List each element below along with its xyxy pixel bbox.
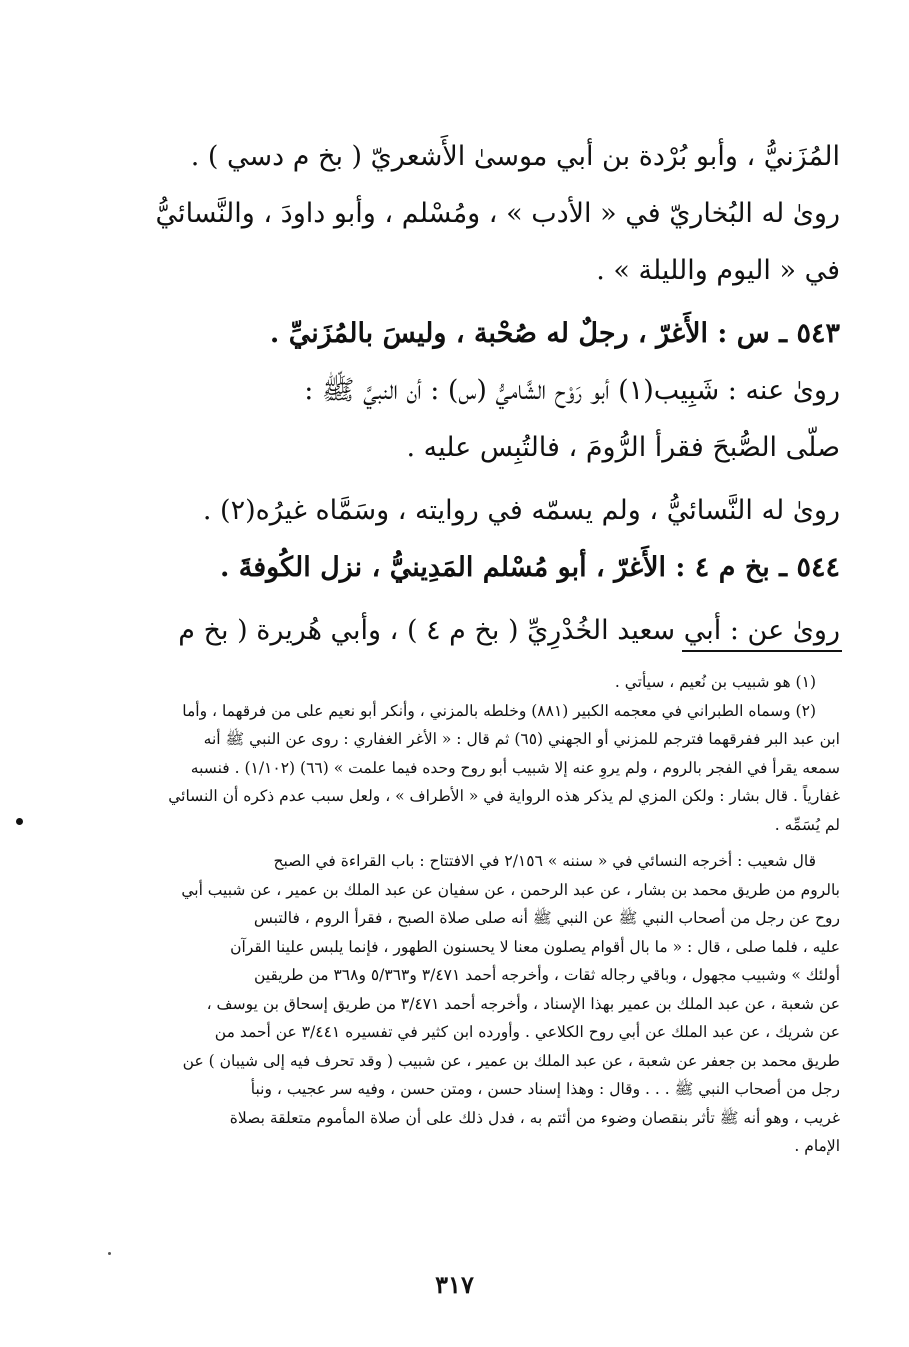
commentary-line: عن شريك ، عن عبد الملك عن أبي روح الكلاعي . وأورده ابن كثير في تفسيره ٣/٤٤١ عن أحمد من	[214, 1023, 840, 1041]
main-line: صلّى الصُّبحَ فقرأ الرُّومَ ، فالتُبِس عليه .	[406, 432, 840, 463]
footnote-line: ابن عبد البر ففرقهما فترجم للمزني أو الجهني (٦٥) ثم قال : « الأغر الغفاري : روى عن النبي ﷺ أنه	[203, 730, 840, 748]
main-line: روىٰ عن : أبي سعيد الخُدْرِيِّ ( بخ م ٤ ) ، وأبي هُريرة ( بخ م	[178, 615, 840, 646]
footnote-line: لم يُسَمِّه .	[774, 815, 840, 834]
footnote-line: (٢) وسماه الطبراني في معجمه الكبير (٨٨١) وخلطه بالمزني ، وأنكر أبو نعيم على من فرقهما ، وأما	[182, 701, 816, 720]
margin-dot	[16, 818, 23, 825]
footnote-line: غفارياً . قال بشار : ولكن المزي لم يذكر هذه الرواية في « الأطراف » ، ولعل سبب عدم ذكره أن النسائي	[168, 787, 840, 805]
entry-heading-543: ٥٤٣ ـ س : الأَغرّ ، رجلٌ له صُحْبة ، وليسَ بالمُزَنيِّ .	[269, 318, 840, 349]
commentary-line: رجل من أصحاب النبي ﷺ . . . وقال : وهذا إسناد حسن ، ومتن حسن ، وفيه سر عجيب ، ونبأ	[250, 1080, 840, 1098]
commentary-line: قال شعيب : أخرجه النسائي في « سننه » ٢/١٥٦ في الافتتاح : باب القراءة في الصبح	[273, 852, 816, 870]
footnotes-section	[160, 668, 840, 1161]
main-line: في « اليوم والليلة » .	[596, 255, 840, 286]
commentary-line: طريق محمد بن جعفر عن شعبة ، عن عبد الملك بن عمير ، عن شبيب ( وقد تحرف فيه إلى شيبان ) عن	[182, 1051, 840, 1070]
main-line: المُزَنيُّ ، وأبو بُرْدة بن أبي موسىٰ الأَشعريّ ( بخ م دسي ) .	[190, 141, 840, 172]
main-line: روىٰ له البُخاريّ في « الأدب » ، ومُسْلم ، وأبو داودَ ، والنَّسائيُّ	[155, 198, 840, 229]
commentary-line: الإمام .	[794, 1137, 840, 1155]
main-line: روىٰ عنه : شَبِيب(١) أبو رَوْح الشَّاميُّ (س) : أن النبيَّ ﷺ :	[304, 375, 840, 406]
footnote-line: (١) هو شبيب بن نُعيم ، سيأتي .	[614, 673, 816, 691]
footnote-line: سمعه يقرأ في الفجر بالروم ، ولم يروِ عنه إلا شبيب أبو روح وحده فيما علمت » (٦٦) (١/١٠٢) . فنسبه	[190, 758, 840, 777]
main-line: روىٰ له النَّسائيُّ ، ولم يسمّه في روايته ، وسَمَّاه غيرُه(٢) .	[202, 495, 840, 526]
commentary-line: عليه ، فلما صلى ، قال : « ما بال أقوام يصلون معنا لا يحسنون الطهور ، فإنما يلبس علينا القرآن	[230, 937, 840, 956]
entry-heading-544: ٥٤٤ ـ بخ م ٤ : الأَغرّ ، أبو مُسْلم المَدِينيُّ ، نزل الكُوفةَ .	[219, 552, 840, 583]
commentary-line: بالروم من طريق محمد بن بشار ، عن عبد الرحمن ، عن سفيان عن عبد الملك بن عمير ، عن شبيب أبي	[181, 880, 840, 899]
main-text	[145, 128, 840, 659]
margin-speck	[108, 1252, 111, 1255]
commentary-line: عن شعبة ، عن عبد الملك بن عمير بهذا الإسناد ، وأخرجه أحمد ٣/٤٧١ من طريق إسحاق بن يوسف ،	[206, 994, 840, 1013]
commentary-line: أولئك » وشبيب مجهول ، وباقي رجاله ثقات ، وأخرجه أحمد ٣/٤٧١ و٥/٣٦٣ و٣٦٨ من طريقين	[253, 966, 840, 984]
commentary-line: غريب ، وهو أنه ﷺ تأثر بنقصان وضوء من أئتم به ، فدل ذلك على أن صلاة المأموم متعلقة بصلاة	[229, 1108, 840, 1127]
page-number: ٣١٧	[435, 1270, 474, 1299]
footnote-separator	[682, 650, 842, 652]
commentary-line: روح عن رجل من أصحاب النبي ﷺ عن النبي ﷺ أنه صلى صلاة الصبح ، فقرأ الروم ، فالتبس	[253, 909, 840, 927]
